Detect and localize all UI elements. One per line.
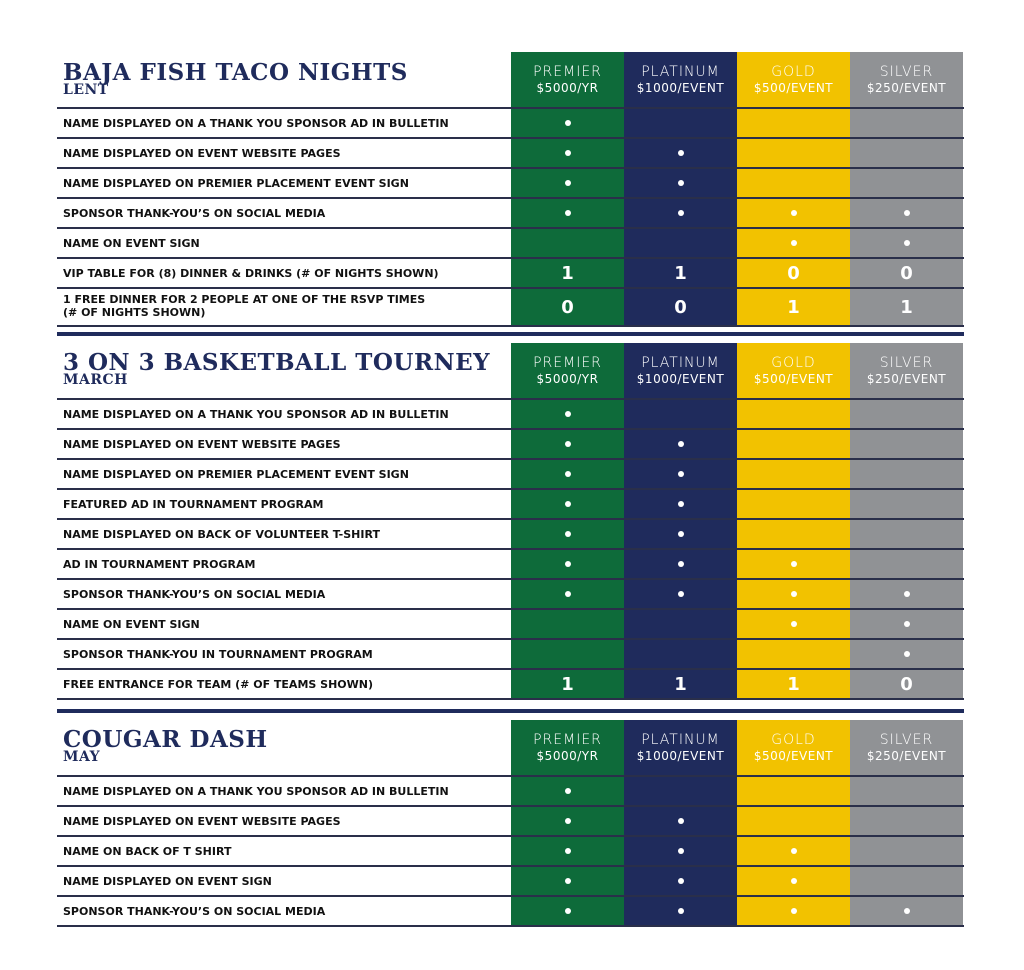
included-dot-icon	[678, 591, 684, 597]
silver-cell	[850, 109, 963, 137]
benefit-label: NAME DISPLAYED ON PREMIER PLACEMENT EVENT SIGN	[63, 467, 409, 481]
included-dot-icon	[791, 848, 797, 854]
gold-cell	[737, 259, 850, 287]
gold-cell	[737, 109, 850, 137]
benefit-row	[57, 488, 964, 518]
benefit-label	[63, 289, 503, 325]
premier-cell	[511, 289, 624, 325]
benefit-label: FEATURED AD IN TOURNAMENT PROGRAM	[63, 497, 324, 511]
gold-cell	[737, 400, 850, 428]
gold-cell	[737, 580, 850, 608]
silver-cell	[850, 550, 963, 578]
benefit-label: NAME DISPLAYED ON EVENT WEBSITE PAGES	[63, 146, 341, 160]
event-title-block	[63, 728, 268, 765]
table-bottom-rule	[57, 925, 964, 927]
included-dot-icon	[565, 561, 571, 567]
benefit-row	[57, 668, 964, 698]
benefit-label-line: (# OF NIGHTS SHOWN)	[63, 306, 206, 319]
platinum-cell	[624, 109, 737, 137]
included-dot-icon	[565, 180, 571, 186]
gold-cell	[737, 490, 850, 518]
event-title: 3 ON 3 BASKETBALL TOURNEY	[63, 349, 491, 376]
benefit-row	[57, 835, 964, 865]
silver-cell	[850, 430, 963, 458]
included-dot-icon	[678, 908, 684, 914]
event-month: MARCH	[63, 372, 128, 388]
quantity-value: 1	[674, 673, 687, 695]
silver-cell	[850, 897, 963, 925]
tier-name: GOLD	[771, 732, 816, 748]
platinum-cell	[624, 460, 737, 488]
benefit-row	[57, 895, 964, 925]
included-dot-icon	[565, 120, 571, 126]
platinum-cell	[624, 169, 737, 197]
tier-price: $250/EVENT	[866, 372, 947, 386]
benefit-row	[57, 428, 964, 458]
silver-tier-header	[850, 355, 963, 387]
included-dot-icon	[678, 180, 684, 186]
silver-cell	[850, 640, 963, 668]
gold-cell	[737, 837, 850, 865]
silver-cell	[850, 520, 963, 548]
silver-cell	[850, 777, 963, 805]
included-dot-icon	[565, 150, 571, 156]
tier-name: GOLD	[771, 64, 816, 80]
event-month: MAY	[63, 749, 101, 765]
tier-name: PREMIER	[533, 355, 602, 371]
platinum-cell	[624, 259, 737, 287]
silver-cell	[850, 807, 963, 835]
included-dot-icon	[678, 818, 684, 824]
included-dot-icon	[791, 240, 797, 246]
included-dot-icon	[678, 441, 684, 447]
gold-cell	[737, 430, 850, 458]
table-bottom-rule	[57, 325, 964, 327]
benefit-row	[57, 227, 964, 257]
silver-tier-header	[850, 732, 963, 764]
gold-cell	[737, 640, 850, 668]
table-bottom-rule	[57, 698, 964, 700]
included-dot-icon	[565, 411, 571, 417]
quantity-value: 1	[561, 673, 574, 695]
quantity-value: 0	[787, 262, 800, 284]
premier-cell	[511, 460, 624, 488]
quantity-value: 1	[561, 262, 574, 284]
benefit-row	[57, 865, 964, 895]
tier-price: $5000/YR	[536, 81, 599, 95]
tier-price: $250/EVENT	[866, 81, 947, 95]
gold-cell	[737, 550, 850, 578]
tier-name: PREMIER	[533, 732, 602, 748]
gold-cell	[737, 199, 850, 227]
premier-cell	[511, 109, 624, 137]
included-dot-icon	[565, 210, 571, 216]
silver-cell	[850, 400, 963, 428]
platinum-tier-header	[624, 64, 737, 96]
included-dot-icon	[791, 878, 797, 884]
quantity-value: 0	[561, 296, 574, 318]
benefit-label: NAME DISPLAYED ON A THANK YOU SPONSOR AD IN BULLETIN	[63, 407, 449, 421]
included-dot-icon	[904, 908, 910, 914]
gold-cell	[737, 777, 850, 805]
platinum-cell	[624, 610, 737, 638]
silver-cell	[850, 229, 963, 257]
premier-cell	[511, 169, 624, 197]
platinum-cell	[624, 807, 737, 835]
platinum-cell	[624, 229, 737, 257]
benefit-label: SPONSOR THANK-YOU’S ON SOCIAL MEDIA	[63, 587, 326, 601]
premier-cell	[511, 430, 624, 458]
premier-cell	[511, 139, 624, 167]
silver-cell	[850, 259, 963, 287]
tier-name: SILVER	[879, 64, 934, 80]
silver-cell	[850, 490, 963, 518]
benefit-label: NAME ON EVENT SIGN	[63, 236, 200, 250]
platinum-cell	[624, 550, 737, 578]
premier-cell	[511, 490, 624, 518]
platinum-cell	[624, 837, 737, 865]
included-dot-icon	[678, 531, 684, 537]
tier-price: $500/EVENT	[753, 372, 834, 386]
tier-price: $5000/YR	[536, 749, 599, 763]
included-dot-icon	[904, 621, 910, 627]
silver-cell	[850, 610, 963, 638]
premier-cell	[511, 640, 624, 668]
premier-cell	[511, 400, 624, 428]
tier-name: PREMIER	[533, 64, 602, 80]
benefit-row	[57, 458, 964, 488]
event-title: BAJA FISH TACO NIGHTS	[63, 59, 408, 86]
gold-cell	[737, 897, 850, 925]
gold-cell	[737, 229, 850, 257]
platinum-cell	[624, 670, 737, 698]
included-dot-icon	[791, 561, 797, 567]
section-divider	[57, 709, 964, 713]
included-dot-icon	[678, 878, 684, 884]
quantity-value: 0	[900, 262, 913, 284]
silver-cell	[850, 867, 963, 895]
included-dot-icon	[678, 848, 684, 854]
platinum-cell	[624, 199, 737, 227]
benefit-row	[57, 548, 964, 578]
quantity-value: 0	[900, 673, 913, 695]
silver-cell	[850, 289, 963, 325]
tier-price: $1000/EVENT	[636, 81, 725, 95]
benefit-row	[57, 638, 964, 668]
tier-name: PLATINUM	[641, 732, 720, 748]
included-dot-icon	[565, 818, 571, 824]
included-dot-icon	[678, 561, 684, 567]
tier-name: PLATINUM	[641, 355, 720, 371]
silver-cell	[850, 837, 963, 865]
included-dot-icon	[678, 150, 684, 156]
included-dot-icon	[791, 591, 797, 597]
premier-tier-header	[511, 355, 624, 387]
benefit-label-line: 1 FREE DINNER FOR 2 PEOPLE AT ONE OF THE RSVP TIMES	[63, 293, 426, 306]
quantity-value: 1	[674, 262, 687, 284]
platinum-tier-header	[624, 732, 737, 764]
premier-cell	[511, 610, 624, 638]
included-dot-icon	[565, 878, 571, 884]
event-section	[57, 343, 964, 698]
silver-cell	[850, 580, 963, 608]
included-dot-icon	[678, 210, 684, 216]
premier-tier-header	[511, 732, 624, 764]
benefit-label: NAME DISPLAYED ON BACK OF VOLUNTEER T-SHIRT	[63, 527, 380, 541]
silver-cell	[850, 670, 963, 698]
benefit-label: NAME ON BACK OF T SHIRT	[63, 844, 232, 858]
quantity-value: 1	[900, 296, 913, 318]
premier-cell	[511, 199, 624, 227]
section-divider	[57, 332, 964, 336]
benefit-row	[57, 137, 964, 167]
benefit-row	[57, 287, 964, 325]
benefit-label: NAME DISPLAYED ON A THANK YOU SPONSOR AD IN BULLETIN	[63, 784, 449, 798]
premier-cell	[511, 807, 624, 835]
benefit-label: SPONSOR THANK-YOU IN TOURNAMENT PROGRAM	[63, 647, 373, 661]
premier-cell	[511, 777, 624, 805]
included-dot-icon	[904, 591, 910, 597]
event-section	[57, 52, 964, 325]
quantity-value: 0	[674, 296, 687, 318]
tier-price: $250/EVENT	[866, 749, 947, 763]
event-title-block	[63, 351, 490, 388]
event-section	[57, 720, 964, 925]
included-dot-icon	[791, 908, 797, 914]
premier-cell	[511, 670, 624, 698]
premier-tier-header	[511, 64, 624, 96]
platinum-cell	[624, 139, 737, 167]
platinum-cell	[624, 400, 737, 428]
benefit-row	[57, 398, 964, 428]
included-dot-icon	[565, 788, 571, 794]
gold-cell	[737, 520, 850, 548]
tier-name: PLATINUM	[641, 64, 720, 80]
platinum-cell	[624, 867, 737, 895]
benefit-label: NAME DISPLAYED ON EVENT WEBSITE PAGES	[63, 437, 341, 451]
silver-cell	[850, 199, 963, 227]
included-dot-icon	[565, 441, 571, 447]
platinum-cell	[624, 640, 737, 668]
included-dot-icon	[791, 210, 797, 216]
benefit-row	[57, 107, 964, 137]
benefit-row	[57, 775, 964, 805]
included-dot-icon	[565, 848, 571, 854]
included-dot-icon	[565, 591, 571, 597]
benefit-row	[57, 578, 964, 608]
benefit-label: NAME DISPLAYED ON EVENT WEBSITE PAGES	[63, 814, 341, 828]
included-dot-icon	[565, 908, 571, 914]
benefit-row	[57, 805, 964, 835]
event-title: COUGAR DASH	[63, 726, 268, 753]
tier-price: $500/EVENT	[753, 81, 834, 95]
benefit-label: NAME DISPLAYED ON PREMIER PLACEMENT EVENT SIGN	[63, 176, 409, 190]
platinum-cell	[624, 520, 737, 548]
tier-price: $5000/YR	[536, 372, 599, 386]
quantity-value: 1	[787, 673, 800, 695]
included-dot-icon	[791, 621, 797, 627]
platinum-tier-header	[624, 355, 737, 387]
tier-price: $1000/EVENT	[636, 372, 725, 386]
gold-cell	[737, 139, 850, 167]
gold-tier-header	[737, 64, 850, 96]
benefit-label: NAME DISPLAYED ON EVENT SIGN	[63, 874, 272, 888]
platinum-cell	[624, 430, 737, 458]
premier-cell	[511, 229, 624, 257]
silver-cell	[850, 460, 963, 488]
included-dot-icon	[904, 651, 910, 657]
benefit-row	[57, 608, 964, 638]
premier-cell	[511, 837, 624, 865]
tier-price: $1000/EVENT	[636, 749, 725, 763]
benefit-label: SPONSOR THANK-YOU’S ON SOCIAL MEDIA	[63, 904, 326, 918]
benefit-label: SPONSOR THANK-YOU’S ON SOCIAL MEDIA	[63, 206, 326, 220]
tier-name: SILVER	[879, 732, 934, 748]
gold-cell	[737, 289, 850, 325]
platinum-cell	[624, 580, 737, 608]
gold-tier-header	[737, 355, 850, 387]
premier-cell	[511, 897, 624, 925]
silver-cell	[850, 139, 963, 167]
gold-tier-header	[737, 732, 850, 764]
included-dot-icon	[565, 501, 571, 507]
tier-price: $500/EVENT	[753, 749, 834, 763]
tier-name: GOLD	[771, 355, 816, 371]
gold-cell	[737, 867, 850, 895]
premier-cell	[511, 580, 624, 608]
benefit-label: NAME DISPLAYED ON A THANK YOU SPONSOR AD IN BULLETIN	[63, 116, 449, 130]
event-month: LENT	[63, 82, 109, 98]
premier-cell	[511, 259, 624, 287]
premier-cell	[511, 867, 624, 895]
event-title-block	[63, 61, 408, 98]
included-dot-icon	[678, 471, 684, 477]
benefit-label: NAME ON EVENT SIGN	[63, 617, 200, 631]
gold-cell	[737, 460, 850, 488]
benefit-label: AD IN TOURNAMENT PROGRAM	[63, 557, 256, 571]
tier-name: SILVER	[879, 355, 934, 371]
benefit-label: VIP TABLE FOR (8) DINNER & DRINKS (# OF NIGHTS SHOWN)	[63, 266, 439, 280]
silver-tier-header	[850, 64, 963, 96]
included-dot-icon	[565, 471, 571, 477]
premier-cell	[511, 520, 624, 548]
silver-cell	[850, 169, 963, 197]
benefit-row	[57, 518, 964, 548]
included-dot-icon	[904, 210, 910, 216]
benefit-label: FREE ENTRANCE FOR TEAM (# OF TEAMS SHOWN)	[63, 677, 373, 691]
benefit-row	[57, 257, 964, 287]
gold-cell	[737, 610, 850, 638]
gold-cell	[737, 670, 850, 698]
quantity-value: 1	[787, 296, 800, 318]
gold-cell	[737, 807, 850, 835]
platinum-cell	[624, 490, 737, 518]
benefit-row	[57, 197, 964, 227]
platinum-cell	[624, 777, 737, 805]
platinum-cell	[624, 289, 737, 325]
platinum-cell	[624, 897, 737, 925]
included-dot-icon	[565, 531, 571, 537]
included-dot-icon	[904, 240, 910, 246]
premier-cell	[511, 550, 624, 578]
gold-cell	[737, 169, 850, 197]
included-dot-icon	[678, 501, 684, 507]
benefit-row	[57, 167, 964, 197]
